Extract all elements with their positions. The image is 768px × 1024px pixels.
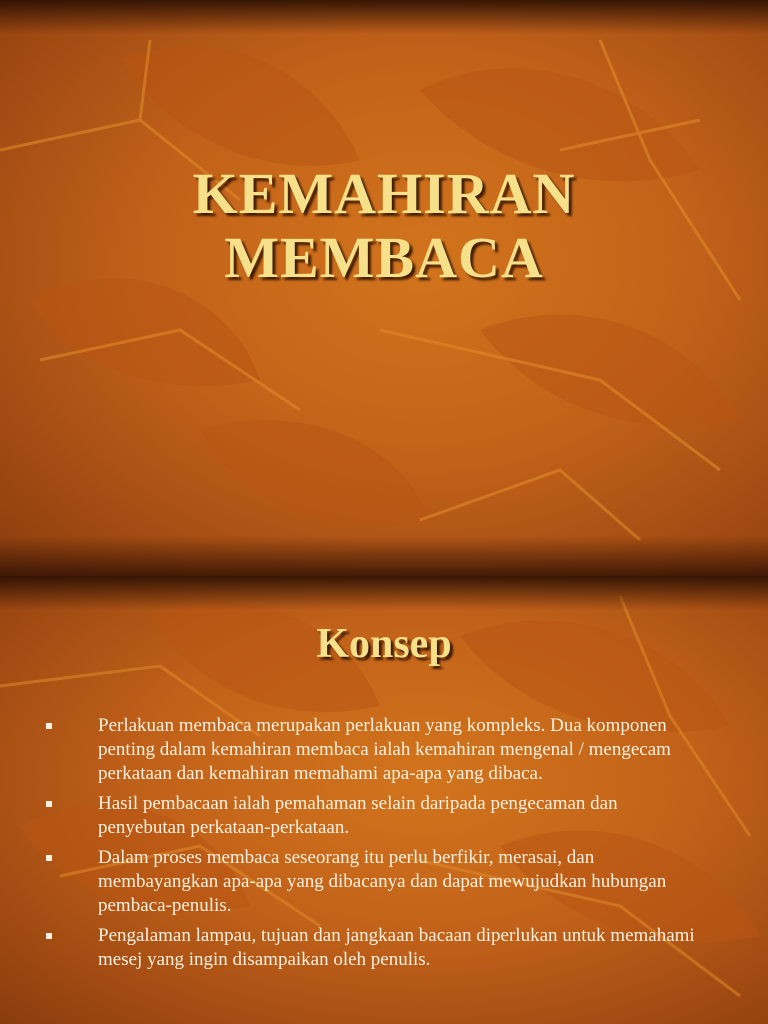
bullet-text: Perlakuan membaca merupakan perlakuan yang kompleks. Dua komponen penting dalam kemahiran membaca ialah kemahiran mengenal / mengecam perkataan dan kemahiran memahami apa-apa yang dibaca. xyxy=(98,715,671,784)
bullet-text: Pengalaman lampau, tujuan dan jangkaan bacaan diperlukan untuk memahami mesej yang ingin disampaikan oleh penulis. xyxy=(98,925,695,970)
content-slide xyxy=(0,576,768,1024)
list-item xyxy=(40,792,700,840)
square-bullet-icon xyxy=(46,855,52,861)
square-bullet-icon xyxy=(46,801,52,807)
top-shade xyxy=(0,0,768,34)
square-bullet-icon xyxy=(46,723,52,729)
title-line-2: MEMBACA xyxy=(224,225,544,290)
top-shade xyxy=(0,576,768,610)
slide-heading: Konsep xyxy=(316,621,452,667)
bullet-text: Dalam proses membaca seseorang itu perlu berfikir, merasai, dan membayangkan apa-apa yang dibacanya dan dapat mewujudkan hubungan pembaca-penulis. xyxy=(98,847,667,916)
bullet-list xyxy=(40,714,700,978)
list-item xyxy=(40,924,700,972)
list-item xyxy=(40,846,700,918)
list-item xyxy=(40,714,700,786)
title-line-1: KEMAHIRAN xyxy=(192,161,576,226)
slide-title xyxy=(0,162,768,290)
bottom-shade xyxy=(0,536,768,576)
bullet-text: Hasil pembacaan ialah pemahaman selain daripada pengecaman dan penyebutan perkataan-perkataan. xyxy=(98,793,618,838)
square-bullet-icon xyxy=(46,933,52,939)
